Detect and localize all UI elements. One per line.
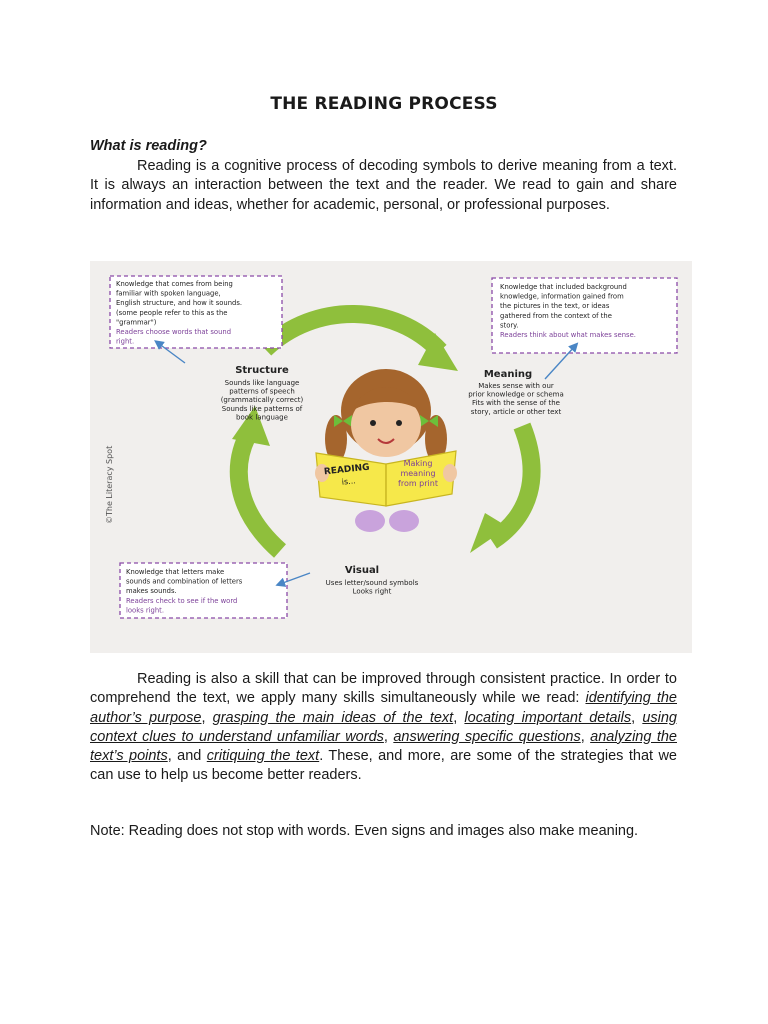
meaning-description-line: prior knowledge or schema <box>468 390 564 399</box>
visual-description <box>326 579 419 596</box>
paragraph-outro-text: . These, and more, are some of the strategies that we can use to help us become better readers. <box>90 748 677 784</box>
book-right-line-3: from print <box>398 479 438 488</box>
skill-link[interactable]: identifying the author’s purpose <box>90 690 677 726</box>
page-title: THE READING PROCESS <box>270 94 498 114</box>
meaning-box-line: gathered from the context of the <box>500 311 612 320</box>
visual-box-line: Knowledge that letters make <box>126 568 225 576</box>
book-right-line-1: Making <box>403 459 433 468</box>
cycle-arrow-top <box>265 314 458 371</box>
visual-box-purple-line: Readers check to see if the word <box>126 596 238 605</box>
book-left-line-2: is... <box>341 476 357 487</box>
paragraph-what-is-reading: Reading is a cognitive process of decoding symbols to derive meaning from a text. It is always an interaction between the text and the reader. We read to gain and share information and ideas, whether for academic, personal, or professional purposes. <box>90 158 677 213</box>
meaning-box-line: knowledge, information gained from <box>500 292 624 301</box>
structure-description-line: Sounds like language <box>224 379 300 387</box>
visual-label: Visual <box>344 565 380 576</box>
meaning-description-line: Makes sense with our <box>478 382 554 390</box>
visual-box-line: sounds and combination of letters <box>126 577 243 586</box>
structure-description-line: (grammatically correct) <box>220 396 304 405</box>
skill-link[interactable]: critiquing the text <box>206 748 320 765</box>
book-left-line-1: READING <box>323 462 371 478</box>
meaning-box-line: Knowledge that included background <box>500 283 627 291</box>
skill-link[interactable]: locating important details <box>464 709 632 726</box>
structure-description-line: book language <box>236 413 288 422</box>
meaning-description-line: Fits with the sense of the <box>472 399 560 408</box>
girl-reading-illustration <box>325 369 447 532</box>
structure-box-line: English structure, and how it sounds. <box>116 299 243 308</box>
skill-link[interactable]: answering specific questions <box>393 728 581 745</box>
structure-box-purple-line: right. <box>116 337 135 346</box>
book-right-line-2: meaning <box>400 469 436 478</box>
meaning-description <box>468 382 564 416</box>
structure-description <box>221 379 304 421</box>
watermark-text: ©The Literacy Spot <box>105 445 114 524</box>
visual-description-line: Uses letter/sound symbols <box>325 579 419 587</box>
structure-box-purple-line: Readers choose words that sound <box>116 328 232 336</box>
structure-box-line: familiar with spoken language, <box>116 289 221 298</box>
paragraph-reading-skills: Reading is also a skill that can be improved through consistent practice. In order to comprehend the text, we apply many skills simultaneously while we read: identifying the author’s purpose, grasping the main ideas of the text, locating important details, using context clues to understand unfamiliar words, answering specific questions, analyzing the text’s points, and critiquing the text. These, and more, are some of the strategies that we can use to help us become better readers. <box>90 671 677 784</box>
note-paragraph: Note: Reading does not stop with words. Even signs and images also make meaning. <box>90 823 639 839</box>
skill-link[interactable]: analyzing the text’s points <box>90 728 677 765</box>
structure-label: Structure <box>235 365 289 376</box>
skill-link[interactable]: using context clues to understand unfamiliar words <box>90 709 677 745</box>
cycle-arrow-left <box>232 406 280 551</box>
structure-box-line: Knowledge that comes from being <box>116 280 233 288</box>
structure-description-line: patterns of speech <box>229 387 295 396</box>
meaning-box-line: the pictures in the text, or ideas <box>500 302 610 311</box>
visual-box-line: makes sounds. <box>126 587 177 596</box>
cueing-diagram <box>90 261 692 653</box>
visual-box-purple-line: looks right. <box>126 606 164 615</box>
reading-process-figure <box>90 261 692 653</box>
structure-box-line: "grammar") <box>116 318 157 327</box>
meaning-label: Meaning <box>483 369 533 380</box>
visual-description-line: Looks right <box>352 587 392 596</box>
section-heading: What is reading? <box>90 138 207 154</box>
structure-description-line: Sounds like patterns of <box>221 404 303 413</box>
skill-link[interactable]: grasping the main ideas of the text <box>212 709 454 726</box>
meaning-description-line: story, article or other text <box>470 407 562 416</box>
connector-word: and <box>177 748 202 765</box>
meaning-box-purple-line: Readers think about what makes sense. <box>500 331 636 339</box>
paragraph-intro-text: Reading is also a skill that can be improved through consistent practice. In order to comprehend the text, we apply many skills simultaneously while we read: <box>90 671 677 707</box>
cycle-arrow-right <box>470 426 532 553</box>
meaning-box-line: story. <box>500 321 519 330</box>
structure-box-line: (some people refer to this as the <box>116 308 228 317</box>
